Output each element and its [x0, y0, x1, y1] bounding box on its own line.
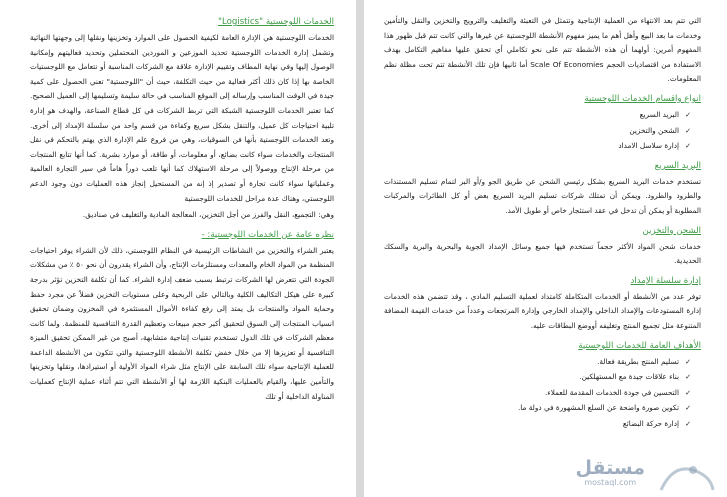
paragraph-express-mail: تستخدم خدمات البريد السريع بشكل رئيسي الشحن عن طريق الجو و/أو البر لتمام تسليم المستندات والطرود والطرود. ويمكن أن تمتلك شركات تسليم البريد السريع بعض أو كل الطائرات والمركبات المطلوبة أو يمكن أن تدخل في عقد استئجار خاص أو طويل الأمد.	[384, 176, 701, 215]
list-item-goal: ✓ بناء علاقات جيدة مع المستهلكين.	[384, 370, 691, 385]
right-document-page	[364, 0, 727, 497]
heading-overview: نظره عامة عن الخدمات اللوجستية: -	[201, 229, 334, 240]
heading-express-mail: البريد السريع	[654, 160, 701, 171]
list-item-type-supply: ✓ إدارة سلاسل الامداد	[384, 139, 691, 154]
watermark	[576, 458, 646, 487]
paragraph-overview: يعتبر الشراء والتخزين من النشاطات الرئيسية في النظام اللوجستي، ذلك لأن الشراء يوفر احتياجات المنظمة من المواد الخام والمعدات ومستلزمات الإنتاج، وأن الشراء يقدرون أن نحو ٥٠ ٪ من مشكلات الجودة التي تتعرض لها الشركات ترتبط بسبب ضعف إدارة الشراء. كما أن تكلفة التخزين تؤثر بدرجة كبيرة على هيكل التكاليف الكلية وبالتالي على الربحية وعلى مستويات التخزين فضلاً عن مجرد حفظ وحماية المواد والمنتجات بل يمتد إلى رفع كفاءة الأموال المستثمرة في المخزون وضمان تحقيق انسياب المنتجات إلى السوق لتحقيق أكبر حجم مبيعات وتعظيم القدرة التنافسية للمنظمة. ولما كانت معظم الشركات في تلك الدول تستخدم تقنيات إنتاجية متشابهة، أصبح من غير الممكن تحقيق الميزة التنافسية أو تعزيزها إلا من خلال خفض تكلفة الأنشطة اللوجستية والتي تتكون من الأنشطة الداعمة للعملية الإنتاجية سواء تلك السابقة على الإنتاج مثل شراء المواد الأولية أو استيرادها، ونقلها وتخزينها والتأمين عليها، والقيام بالعمليات البنكية اللازمة لها أو الأنشطة التي تتم أثناء عملية الإنتاج كعمليات المناولة الداخلية أو تلك	[30, 245, 334, 401]
heading-types: انواع واقسام الخدمات اللوجستية	[584, 93, 701, 104]
heading-general-goals: الأهداف العامة للخدمات اللوجستية	[578, 340, 701, 351]
goals-list	[384, 355, 701, 432]
paragraph-shipping-storage: خدمات شحن المواد الأكثر حجماً تستخدم فيها جميع وسائل الإمداد الجوية والبحرية والبرية والسكك الحديدية.	[384, 241, 701, 266]
list-item-goal: ✓ تكوين صورة واضحة عن السلع المشهورة في دولة ما.	[384, 401, 691, 416]
heading-shipping-storage: الشحن والتخزين	[642, 225, 701, 236]
paragraph-logistics-definition: الخدمات اللوجستية هي الإدارة العامة لكيفية الحصول على الموارد وتخزينها ونقلها إلى وجهتها النهائية وتشمل إدارة الخدمات اللوجستية تحديد الموزعين و الموردين المحتملين وتحديد فعاليتهم وإمكانية الوصول إليها وفي نهاية المطاف وتقييم الإدارة علاقة مع الشركات المناسبة أو تتعامل مع اللوجستيات الخاصة بها إذا كان ذلك أكثر فعالية من حيث التكلفة، حيث أن "اللوجستية" تعني الحصول على كمية جيدة في الوقت المناسب وإرساله إلى الموقع المناسب في حالة سليمة وتسليمها إلى العميل الصحيح. كما تعتبر الخدمات اللوجستية الشبكة التي تربط الشركات في كل قطاع الصناعة، والهدف هو إدارة تلبية احتياجات كل عميل، والتنقل بشكل سريع وكفاءة من قسم واحد من سلسلة الإمداد إلى أخرى. وتعد الخدمات اللوجستية بأنها فن السوقيات، وهي من فروع علم الإدارة الذي يهتم بالتحكم في نقل المنتجات والخدمات سواء كانت بضائع، أو معلومات، أو طاقة، أو موارد بشرية. كما أنها تتابع المنتجات من مرحلة الإنتاج ووصولاً إلى مرحلة الاستهلاك كما أنها تلعب دوراً هاماً في سير التجارة العالمية وعملياتها سواء كانت تجارة أو تصدير إذ إنه من المستحيل إنجاز هذه العمليات دون وجود الدعم اللوجستي، وهناك عدة مراحل للخدمات اللوجستية	[30, 33, 334, 203]
left-document-page	[0, 0, 356, 497]
list-item-type-shipping: ✓ الشحن والتخزين	[384, 124, 691, 139]
paragraph-intro: التي تتم بعد الانتهاء من العملية الإنتاجية وتتمثل في التعبئة والتغليف والترويج والتخزين والنقل والتأمين وخدمات ما بعد البيع وأهل أهم ما يميز مفهوم الأنشطة اللوجستية عن غيرها والتي كانت تتم قبل ظهور هذا المفهوم أمرين: أولهما أن هذه الأنشطة تتم على نحو تكاملي أي تحقق عليها مفاهيم التكامل بهدف الاستفادة من اقتصاديات الحجم Scale Of Economies أما ثانيها فإن تلك الأنشطة تتم تحت مظلة نظم المعلومات.	[384, 16, 702, 84]
list-item-goal: ✓ إدارة حركة البضائع	[384, 417, 691, 432]
list-item-goal: ✓ تسليم المنتج بطريقة فعالة.	[384, 355, 691, 370]
heading-logistics: الخدمات اللوجستية "Logistics"	[218, 17, 334, 27]
list-item-goal: ✓ التحسين في جودة الخدمات المقدمة للعملاء.	[384, 386, 691, 401]
types-list	[384, 108, 701, 154]
paragraph-supply-chain: توفر عدد من الأنشطة أو الخدمات المتكاملة كامتداد لعملية التسليم المادي ، وقد تتضمن هذه الخدمات إدارة المستودعات والإمداد الداخلي والإمداد الخارجي وإدارة المرتجعات وعدداً من خدمات القيمة المضافة المتنوعة مثل تجميع المنتج وتغليفه أووضع البطاقات عليه.	[384, 291, 701, 330]
watermark-brand: مستقل	[575, 457, 645, 479]
watermark-domain: mostaql.com	[584, 478, 637, 487]
list-item-type-express: ✓ البريد السريع	[384, 108, 691, 123]
watermark-logo-icon	[653, 460, 719, 494]
heading-supply-chain: إدارة سلسلة الإمداد	[630, 275, 701, 286]
paragraph-logistics-stages: وهي: التجميع، النقل والفرز من أجل التخزين، المعالجة المادية والتغليف في صناديق.	[82, 210, 334, 220]
